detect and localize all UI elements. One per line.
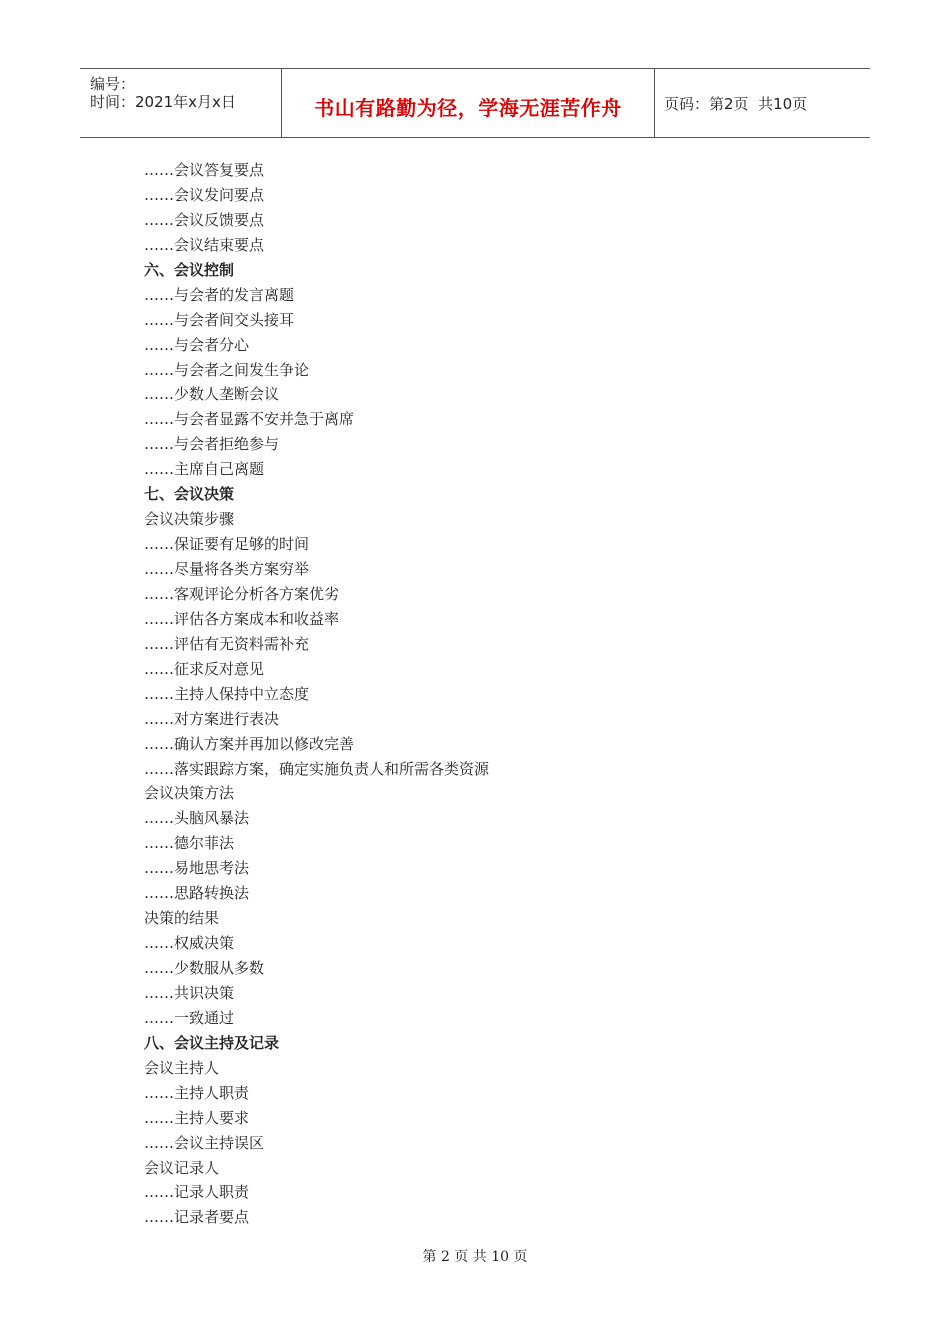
section-heading: 六、会议控制	[144, 260, 235, 279]
subsection-title: 会议主持人	[144, 1058, 220, 1077]
list-item: ……权威决策	[144, 934, 235, 953]
list-item: ……确认方案并再加以修改完善	[144, 734, 355, 753]
list-item: ……易地思考法	[144, 859, 250, 878]
list-item: ……与会者分心	[144, 335, 250, 354]
list-item: ……与会者的发言离题	[144, 285, 295, 304]
list-item: ……一致通过	[144, 1008, 235, 1027]
list-item: ……少数人垄断会议	[144, 385, 280, 404]
list-item: ……头脑风暴法	[144, 809, 250, 828]
page-footer: 第 2 页 共 10 页	[422, 1249, 528, 1265]
section-heading: 七、会议决策	[144, 485, 235, 504]
list-item: ……会议发问要点	[144, 185, 265, 204]
document-number-label: 编号：	[90, 75, 136, 93]
list-item: ……与会者之间发生争论	[144, 360, 310, 379]
list-item: ……主持人要求	[144, 1108, 250, 1127]
list-item: ……记录者要点	[144, 1208, 250, 1227]
list-item: ……与会者显露不安并急于离席	[144, 410, 355, 429]
section-heading: 八、会议主持及记录	[144, 1033, 280, 1052]
list-item: ……评估各方案成本和收益率	[144, 609, 340, 628]
list-item: ……与会者间交头接耳	[144, 310, 295, 329]
list-item: ……会议反馈要点	[144, 210, 265, 229]
list-item: ……尽量将各类方案穷举	[144, 560, 310, 578]
header-right-cell	[654, 69, 870, 137]
list-item: ……与会者拒绝参与	[144, 435, 280, 454]
list-item: ……共识决策	[144, 983, 235, 1002]
subsection-title: 会议决策方法	[144, 784, 235, 803]
list-item: ……记录人职责	[144, 1183, 250, 1202]
list-item: ……主席自己离题	[144, 460, 265, 479]
document-date-label: 时间：2021年x月x日	[90, 93, 236, 111]
subsection-title: 会议决策步骤	[144, 510, 235, 529]
list-item: ……评估有无资料需补充	[144, 634, 310, 653]
list-item: ……保证要有足够的时间	[144, 535, 310, 554]
document-body	[144, 158, 844, 1230]
header-left-cell	[80, 69, 280, 137]
header-motto: 书山有路勤为径，学海无涯苦作舟	[314, 96, 622, 120]
subsection-title: 决策的结果	[144, 909, 220, 928]
list-item: ……对方案进行表决	[144, 709, 280, 728]
list-item: ……主持人保持中立态度	[144, 684, 310, 703]
list-item: ……思路转换法	[144, 884, 250, 903]
header-motto-cell	[281, 69, 655, 137]
list-item: ……征求反对意见	[144, 659, 265, 678]
list-item: ……主持人职责	[144, 1083, 250, 1102]
list-item: ……会议结束要点	[144, 235, 265, 254]
header-page-info: 页码：第2页 共10页	[664, 95, 808, 113]
list-item: ……会议主持误区	[144, 1133, 265, 1152]
list-item: ……德尔菲法	[144, 834, 235, 853]
list-item: ……落实跟踪方案，确定实施负责人和所需各类资源	[144, 759, 490, 778]
subsection-title: 会议记录人	[144, 1158, 220, 1177]
page-header	[80, 68, 870, 138]
list-item: ……客观评论分析各方案优劣	[144, 584, 340, 603]
list-item: ……会议答复要点	[144, 161, 265, 179]
list-item: ……少数服从多数	[144, 959, 265, 977]
